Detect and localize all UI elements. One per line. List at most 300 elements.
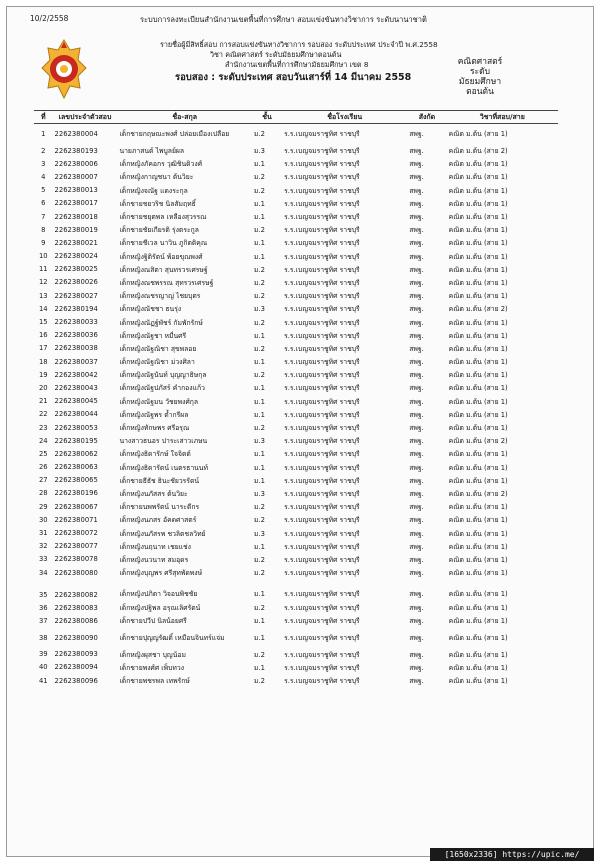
table-row [34, 236, 558, 249]
exam-subject: คณิต ม.ต้น (สาย 1) [448, 590, 508, 599]
student-name: เด็กชายปวีป นิลน้อยศรี [119, 617, 187, 626]
grade-level: ม.1 [253, 450, 265, 459]
student-name: เด็กหญิงนภสร อัคดศาสตร์ [119, 516, 197, 525]
candidate-table [34, 110, 558, 687]
grade-level: ม.1 [253, 476, 265, 485]
row-number: 40 [38, 663, 48, 672]
school-name: ร.ร.เบญจมราชูทิศ ราชบุรี [284, 213, 360, 222]
exam-subject: คณิต ม.ต้น (สาย 2) [448, 489, 508, 498]
exam-id: 2262380037 [54, 357, 98, 366]
exam-id: 2262380045 [54, 397, 98, 406]
grade-level: ม.2 [253, 424, 265, 433]
exam-subject: คณิต ม.ต้น (สาย 1) [448, 186, 508, 195]
student-name: เด็กหญิงณัฐณิชา ม่วงศิลา [119, 358, 195, 367]
grade-level: ม.2 [253, 292, 265, 301]
row-number: 24 [38, 436, 48, 445]
header-line-1: รายชื่อผู้มีสิทธิ์สอบ การสอบแข่งขันทางวิชาการ รอบสอง ระดับประเทศ ประจำปี พ.ศ.2558 [160, 40, 438, 49]
row-number: 20 [38, 383, 48, 392]
grade-level: ม.2 [253, 555, 265, 564]
affiliation: สพฐ. [409, 663, 424, 672]
school-name: ร.ร.เบญจมราชูทิศ ราชบุรี [284, 617, 360, 626]
affiliation: สพฐ. [409, 213, 424, 222]
school-name: ร.ร.เบญจมราชูทิศ ราชบุรี [284, 265, 360, 274]
row-number: 34 [38, 568, 48, 577]
column-header: วิชาที่สอบ/สาย [447, 111, 558, 124]
row-number: 6 [41, 199, 46, 208]
exam-subject: คณิต ม.ต้น (สาย 1) [448, 604, 508, 613]
exam-id: 2262380004 [54, 130, 98, 138]
school-name: ร.ร.เบญจมราชูทิศ ราชบุรี [284, 239, 360, 248]
school-name: ร.ร.เบญจมราชูทิศ ราชบุรี [284, 371, 360, 380]
school-name: ร.ร.เบญจมราชูทิศ ราชบุรี [284, 555, 360, 564]
grade-level: ม.1 [253, 410, 265, 419]
exam-id: 2262380072 [54, 529, 98, 538]
affiliation: สพฐ. [409, 516, 424, 525]
school-name: ร.ร.เบญจมราชูทิศ ราชบุรี [284, 677, 360, 686]
subject-level-box [440, 57, 520, 97]
row-number: 26 [38, 463, 48, 472]
table-row [34, 648, 558, 661]
affiliation: สพฐ. [409, 542, 424, 551]
exam-id: 2262380044 [54, 410, 98, 419]
exam-id: 2262380094 [54, 663, 98, 672]
grade-level: ม.2 [253, 318, 265, 327]
table-row [34, 210, 558, 223]
exam-id: 2262380078 [54, 555, 98, 564]
row-number: 31 [38, 529, 48, 538]
affiliation: สพฐ. [409, 463, 424, 472]
row-number: 2 [41, 146, 46, 155]
exam-subject: คณิต ม.ต้น (สาย 1) [448, 542, 508, 551]
exam-subject: คณิต ม.ต้น (สาย 1) [448, 199, 508, 208]
row-number: 13 [38, 291, 48, 300]
student-name: เด็กหญิงธิดารัตน์ เนตรธานนท์ [119, 463, 208, 472]
table-row [34, 408, 558, 421]
exam-subject: คณิต ม.ต้น (สาย 1) [448, 650, 508, 659]
exam-subject: คณิต ม.ต้น (สาย 1) [448, 358, 508, 367]
table-row [34, 223, 558, 236]
exam-subject: คณิต ม.ต้น (สาย 1) [448, 463, 508, 472]
exam-subject: คณิต ม.ต้น (สาย 1) [448, 265, 508, 274]
grade-level: ม.1 [253, 199, 265, 208]
school-name: ร.ร.เบญจมราชูทิศ ราชบุรี [284, 318, 360, 327]
affiliation: สพฐ. [409, 384, 424, 393]
exam-subject: คณิต ม.ต้น (สาย 1) [448, 278, 508, 287]
grade-level: ม.3 [253, 437, 265, 446]
exam-subject: คณิต ม.ต้น (สาย 1) [448, 516, 508, 525]
student-name: นางสาวธนอร ปาระเสาวเภษน [119, 437, 208, 446]
student-name: เด็กชายพงศ์ศ เพ็บทวง [119, 663, 185, 672]
exam-subject: คณิต ม.ต้น (สาย 1) [448, 397, 508, 406]
print-date: 10/2/2558 [30, 14, 69, 23]
row-number: 8 [41, 225, 46, 234]
affiliation: สพฐ. [409, 292, 424, 301]
table-row [34, 184, 558, 197]
student-name: เด็กหญิงภัคอกร วุฒิชินดิวงศ์ [119, 160, 203, 169]
affiliation: สพฐ. [409, 555, 424, 564]
student-name: เด็กหญิงณัฐปภัสร์ คำกองแก้ว [119, 384, 205, 393]
row-number: 3 [41, 159, 46, 168]
exam-id: 2262380082 [54, 591, 98, 600]
grade-level: ม.2 [253, 344, 265, 353]
row-number: 23 [38, 423, 48, 432]
student-name: เด็กหญิงณัชชา ธนรุ่ง [119, 305, 182, 314]
exam-subject: คณิต ม.ต้น (สาย 1) [448, 226, 508, 235]
grade-level: ม.2 [253, 371, 265, 380]
table-row [34, 197, 558, 210]
exam-id: 2262380017 [54, 199, 98, 208]
grade-level: ม.1 [253, 542, 265, 551]
exam-subject: คณิต ม.ต้น (สาย 1) [448, 424, 508, 433]
row-number: 11 [38, 265, 48, 274]
exam-subject: คณิต ม.ต้น (สาย 2) [448, 147, 508, 156]
row-number: 38 [38, 633, 48, 642]
student-name: เด็กหญิงผุสชา บุญน้อม [119, 650, 186, 659]
school-name: ร.ร.เบญจมราชูทิศ ราชบุรี [284, 650, 360, 659]
table-row [34, 674, 558, 687]
student-name: เด็กหญิงณัฐณิชา สุขพลอย [119, 344, 197, 353]
row-number: 14 [38, 304, 48, 313]
table-row [34, 500, 558, 513]
student-name: เด็กหญิงณัฐชา หมื่นศรี [119, 331, 187, 340]
exam-subject: คณิต ม.ต้น (สาย 1) [448, 371, 508, 380]
affiliation: สพฐ. [409, 633, 424, 642]
grade-level: ม.2 [253, 516, 265, 525]
student-name: เด็กชายชัยเกียรติ รุ่งตระกูล [119, 226, 199, 235]
affiliation: สพฐ. [409, 529, 424, 538]
grade-level: ม.2 [253, 677, 265, 686]
row-number: 16 [38, 331, 48, 340]
school-name: ร.ร.เบญจมราชูทิศ ราชบุรี [284, 278, 360, 287]
exam-subject: คณิต ม.ต้น (สาย 1) [448, 410, 508, 419]
school-name: ร.ร.เบญจมราชูทิศ ราชบุรี [284, 529, 360, 538]
grade-level: ม.1 [253, 617, 265, 626]
student-name: เด็กชายปุญญรัฒติ์ เหมือนจินทร์แจ่ม [119, 633, 225, 642]
school-name: ร.ร.เบญจมราชูทิศ ราชบุรี [284, 424, 360, 433]
row-number: 5 [41, 186, 46, 195]
row-number: 15 [38, 318, 48, 327]
grade-level: ม.1 [253, 397, 265, 406]
school-name: ร.ร.เบญจมราชูทิศ ราชบุรี [284, 252, 360, 261]
student-name: เด็กหญิงณสิตา สุนทรวรเศรษฐ์ [119, 265, 208, 274]
exam-id: 2262380038 [54, 344, 98, 353]
student-name: เด็กหญิงจณัฐ แดงระกุล [119, 186, 188, 195]
column-header: ชั้น [252, 111, 282, 124]
affiliation: สพฐ. [409, 318, 424, 327]
affiliation: สพฐ. [409, 239, 424, 248]
exam-subject: คณิต ม.ต้น (สาย 1) [448, 677, 508, 686]
affiliation: สพฐ. [409, 160, 424, 169]
exam-subject: คณิต ม.ต้น (สาย 1) [448, 331, 508, 340]
school-name: ร.ร.เบญจมราชูทิศ ราชบุรี [284, 173, 360, 182]
exam-id: 2262380090 [54, 633, 98, 642]
table-row [34, 461, 558, 474]
student-name: เด็กชายธีธัช ธินะชัยวรรัตน์ [119, 476, 200, 485]
row-number: 9 [41, 238, 46, 247]
exam-subject: คณิต ม.ต้น (สาย 1) [448, 633, 508, 642]
row-number: 32 [38, 542, 48, 551]
row-number: 36 [38, 603, 48, 612]
affiliation: สพฐ. [409, 130, 424, 138]
table-row [34, 566, 558, 579]
grade-level: ม.3 [253, 147, 265, 156]
school-name: ร.ร.เบญจมราชูทิศ ราชบุรี [284, 476, 360, 485]
row-number: 22 [38, 410, 48, 419]
school-name: ร.ร.เบญจมราชูทิศ ราชบุรี [284, 186, 360, 195]
row-number: 12 [38, 278, 48, 287]
exam-id: 2262380007 [54, 172, 98, 181]
row-number: 4 [41, 172, 46, 181]
school-name: ร.ร.เบญจมราชูทิศ ราชบุรี [284, 147, 360, 156]
row-number: 21 [38, 397, 48, 406]
table-row [34, 124, 558, 145]
grade-level: ม.1 [253, 252, 265, 261]
table-row [34, 250, 558, 263]
student-name: เด็กชายนพพรัตน์ นาระดีกร [119, 503, 200, 512]
affiliation: สพฐ. [409, 569, 424, 578]
school-name: ร.ร.เบญจมราชูทิศ ราชบุรี [284, 199, 360, 208]
grade-level: ม.2 [253, 226, 265, 235]
grade-level: ม.2 [253, 265, 265, 274]
affiliation: สพฐ. [409, 344, 424, 353]
subject-line: ระดับ [469, 67, 491, 77]
affiliation: สพฐ. [409, 331, 424, 340]
grade-level: ม.2 [253, 650, 265, 659]
grade-level: ม.1 [253, 590, 265, 599]
table-row [34, 302, 558, 315]
table-header-row [34, 111, 558, 124]
table-row [34, 395, 558, 408]
school-name: ร.ร.เบญจมราชูทิศ ราชบุรี [284, 160, 360, 169]
affiliation: สพฐ. [409, 410, 424, 419]
affiliation: สพฐ. [409, 476, 424, 485]
student-name: เด็กหญิงฐิติรัตน์ พ้อยขุณพงศ์ [119, 252, 203, 261]
column-header: ชื่อ-สกุล [117, 111, 251, 124]
table-row [34, 263, 558, 276]
school-name: ร.ร.เบญจมราชูทิศ ราชบุรี [284, 437, 360, 446]
grade-level: ม.2 [253, 130, 265, 138]
exam-id: 2262380036 [54, 331, 98, 340]
affiliation: สพฐ. [409, 424, 424, 433]
grade-level: ม.1 [253, 213, 265, 222]
exam-subject: คณิต ม.ต้น (สาย 1) [448, 663, 508, 672]
table-row [34, 474, 558, 487]
exam-id: 2262380194 [54, 304, 98, 313]
exam-id: 2262380006 [54, 159, 98, 168]
affiliation: สพฐ. [409, 252, 424, 261]
student-name: เด็กชายพชรพล เทพรักษ์ [119, 677, 190, 686]
table-row [34, 329, 558, 342]
exam-subject: คณิต ม.ต้น (สาย 1) [448, 503, 508, 512]
table-row [34, 315, 558, 328]
row-number: 19 [38, 370, 48, 379]
affiliation: สพฐ. [409, 147, 424, 156]
table-row [34, 381, 558, 394]
student-name: เด็กหญิงนภัสรพ ชวลิตชลวิทย์ [119, 529, 206, 538]
student-name: เด็กชายชยุตพล เหลืองสุวรรณ [119, 213, 207, 222]
table-row [34, 355, 558, 368]
exam-subject: คณิต ม.ต้น (สาย 1) [448, 173, 508, 182]
affiliation: สพฐ. [409, 226, 424, 235]
affiliation: สพฐ. [409, 265, 424, 274]
school-name: ร.ร.เบญจมราชูทิศ ราชบุรี [284, 590, 360, 599]
exam-id: 2262380024 [54, 252, 98, 261]
table-row [34, 170, 558, 183]
exam-id: 2262380195 [54, 436, 98, 445]
table-row [34, 526, 558, 539]
exam-id: 2262380042 [54, 370, 98, 379]
exam-subject: คณิต ม.ต้น (สาย 1) [448, 239, 508, 248]
student-name: เด็กหญิงณชรญาญ่ ไชยบุตร [119, 292, 201, 301]
row-number: 29 [38, 502, 48, 511]
affiliation: สพฐ. [409, 358, 424, 367]
table-row [34, 628, 558, 648]
table-row [34, 368, 558, 381]
student-name: เด็กหญิงนวนาท สมอุดร [119, 555, 189, 564]
exam-subject: คณิต ม.ต้น (สาย 1) [448, 529, 508, 538]
row-number: 30 [38, 515, 48, 524]
school-name: ร.ร.เบญจมราชูทิศ ราชบุรี [284, 450, 360, 459]
exam-subject: คณิต ม.ต้น (สาย 1) [448, 213, 508, 222]
table-row [34, 421, 558, 434]
table-row [34, 553, 558, 566]
grade-level: ม.1 [253, 358, 265, 367]
table-row [34, 601, 558, 614]
exam-id: 2262380093 [54, 650, 98, 659]
affiliation: สพฐ. [409, 186, 424, 195]
exam-id: 2262380013 [54, 186, 98, 195]
student-name: เด็กชายชยวริช นิลสัมฤทธิ์ [119, 199, 196, 208]
exam-id: 2262380071 [54, 515, 98, 524]
table-row [34, 342, 558, 355]
affiliation: สพฐ. [409, 173, 424, 182]
grade-level: ม.1 [253, 331, 265, 340]
grade-level: ม.1 [253, 239, 265, 248]
school-name: ร.ร.เบญจมราชูทิศ ราชบุรี [284, 463, 360, 472]
row-number: 33 [38, 555, 48, 564]
table-row [34, 434, 558, 447]
exam-id: 2262380080 [54, 568, 98, 577]
grade-level: ม.1 [253, 663, 265, 672]
table-row [34, 614, 558, 627]
grade-level: ม.1 [253, 160, 265, 169]
exam-id: 2262380063 [54, 463, 98, 472]
affiliation: สพฐ. [409, 503, 424, 512]
exam-id: 2262380021 [54, 238, 98, 247]
table-row [34, 487, 558, 500]
subject-line: มัธยมศึกษา [458, 77, 502, 87]
grade-level: ม.2 [253, 278, 265, 287]
exam-id: 2262380053 [54, 423, 98, 432]
exam-id: 2262380033 [54, 318, 98, 327]
subject-line: คณิตศาสตร์ [457, 57, 503, 67]
grade-level: ม.3 [253, 529, 265, 538]
student-name: เด็กหญิงณชพรรณ สุทรวรเศรษฐ์ [119, 278, 214, 287]
school-name: ร.ร.เบญจมราชูทิศ ราชบุรี [284, 305, 360, 314]
school-name: ร.ร.เบญจมราชูทิศ ราชบุรี [284, 663, 360, 672]
exam-subject: คณิต ม.ต้น (สาย 2) [448, 305, 508, 314]
affiliation: สพฐ. [409, 437, 424, 446]
row-number: 18 [38, 357, 48, 366]
row-number: 7 [41, 212, 46, 221]
table-row [34, 513, 558, 526]
affiliation: สพฐ. [409, 489, 424, 498]
school-name: ร.ร.เบญจมราชูทิศ ราชบุรี [284, 542, 360, 551]
student-name: เด็กหญิงนฤนาท เชยแช่ง [119, 542, 191, 551]
system-title: ระบบการลงทะเบียนสำนักงานเขตพื้นที่การศึกษา สอบแข่งขันทางวิชาการ ระดับนานาชาติ [140, 15, 427, 24]
affiliation: สพฐ. [409, 305, 424, 314]
obec-logo-icon [40, 38, 88, 100]
school-name: ร.ร.เบญจมราชูทิศ ราชบุรี [284, 130, 360, 138]
exam-id: 2262380019 [54, 225, 98, 234]
table-row [34, 579, 558, 601]
affiliation: สพฐ. [409, 199, 424, 208]
subject-line: ตอนต้น [466, 87, 494, 97]
row-number: 17 [38, 344, 48, 353]
school-name: ร.ร.เบญจมราชูทิศ ราชบุรี [284, 384, 360, 393]
table-row [34, 144, 558, 157]
school-name: ร.ร.เบญจมราชูทิศ ราชบุรี [284, 358, 360, 367]
student-name: เด็กหญิงปฐิพล อรุณเลิศรัตน์ [119, 604, 201, 613]
student-name: เด็กหญิงกาญชนา ต้นวิยะ [119, 173, 194, 182]
exam-subject: คณิต ม.ต้น (สาย 1) [448, 384, 508, 393]
row-number: 25 [38, 449, 48, 458]
exam-subject: คณิต ม.ต้น (สาย 1) [448, 344, 508, 353]
grade-level: ม.1 [253, 384, 265, 393]
header-line-4: รอบสอง : ระดับประเทศ สอบวันเสาร์ที่ 14 มีนาคม 2558 [175, 72, 412, 83]
column-header: ที่ [34, 111, 53, 124]
student-name: นายภาสนต์ ไพบูลย์ผล [119, 147, 185, 156]
exam-id: 2262380043 [54, 383, 98, 392]
student-name: เด็กหญิงณัฐนันท์ บุญญาธิษกุล [119, 371, 207, 380]
row-number: 39 [38, 650, 48, 659]
row-number: 10 [38, 252, 48, 261]
exam-id: 2262380083 [54, 603, 98, 612]
school-name: ร.ร.เบญจมราชูทิศ ราชบุรี [284, 604, 360, 613]
table-row [34, 276, 558, 289]
student-name: เด็กหญิงธิดารักษ์ ใจจิตต์ [119, 450, 191, 459]
affiliation: สพฐ. [409, 617, 424, 626]
affiliation: สพฐ. [409, 450, 424, 459]
exam-subject: คณิต ม.ต้น (สาย 1) [448, 476, 508, 485]
exam-id: 2262380062 [54, 449, 98, 458]
table-row [34, 661, 558, 674]
grade-level: ม.3 [253, 489, 265, 498]
exam-id: 2262380086 [54, 616, 98, 625]
grade-level: ม.2 [253, 173, 265, 182]
school-name: ร.ร.เบญจมราชูทิศ ราชบุรี [284, 503, 360, 512]
exam-subject: คณิต ม.ต้น (สาย 1) [448, 130, 508, 138]
school-name: ร.ร.เบญจมราชูทิศ ราชบุรี [284, 569, 360, 578]
exam-subject: คณิต ม.ต้น (สาย 1) [448, 569, 508, 578]
column-header: เลขประจำตัวสอบ [53, 111, 118, 124]
student-name: เด็กหญิงปภิตา วิจอนพิชชัย [119, 590, 198, 599]
grade-level: ม.2 [253, 569, 265, 578]
student-name: เด็กหญิงบุญพร ศรีสุทพัดพงษ์ [119, 569, 203, 578]
image-size-watermark: [1650x2336] https://upic.me/ [430, 848, 594, 861]
school-name: ร.ร.เบญจมราชูทิศ ราชบุรี [284, 292, 360, 301]
exam-id: 2262380096 [54, 676, 98, 685]
exam-id: 2262380025 [54, 265, 98, 274]
grade-level: ม.1 [253, 463, 265, 472]
school-name: ร.ร.เบญจมราชูทิศ ราชบุรี [284, 331, 360, 340]
exam-subject: คณิต ม.ต้น (สาย 1) [448, 617, 508, 626]
exam-id: 2262380067 [54, 502, 98, 511]
exam-subject: คณิต ม.ต้น (สาย 1) [448, 160, 508, 169]
affiliation: สพฐ. [409, 677, 424, 686]
table-row [34, 289, 558, 302]
affiliation: สพฐ. [409, 278, 424, 287]
